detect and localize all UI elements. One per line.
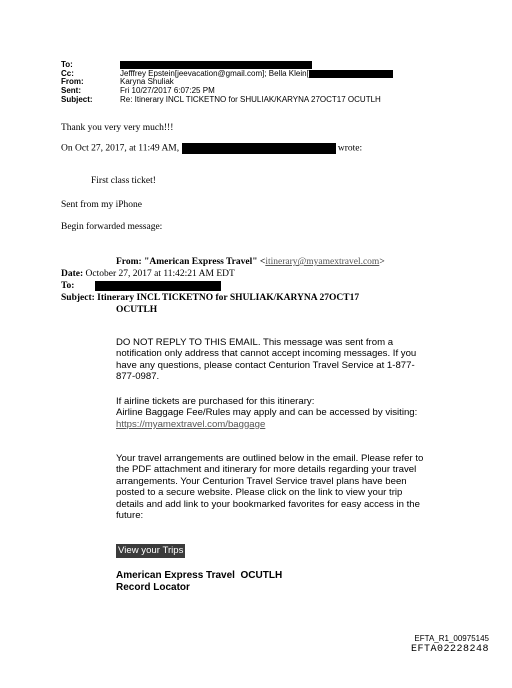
- signature-locator: Record Locator: [116, 582, 190, 593]
- fwd-subject-line2: OCUTLH: [116, 305, 158, 315]
- sent-value: Fri 10/27/2017 6:07:25 PM: [120, 86, 215, 96]
- to-label: To:: [61, 60, 73, 69]
- fwd-date-line: [61, 269, 235, 279]
- cc-value: Jefffrey Epstein[jeevacation@gmail.com]; Bella Klein[: [120, 68, 309, 78]
- signature-name: American Express Travel: [116, 570, 235, 581]
- begin-forwarded-line: Begin forwarded message:: [61, 222, 163, 232]
- fwd-from-label: From:: [116, 257, 142, 267]
- notice-text: DO NOT REPLY TO THIS EMAIL. This message was sent from a notification only address that cannot accept incoming messages. If you have any questions, please contact Centurion Travel Service at 1-877-877-0987.: [116, 337, 417, 383]
- notice-paragraph: [116, 337, 426, 383]
- redaction-bar: [120, 61, 312, 69]
- fwd-to-line: [61, 281, 221, 291]
- sent-from-line: Sent from my iPhone: [61, 200, 143, 210]
- quote-suffix: wrote:: [337, 143, 363, 154]
- thanks-line: Thank you very very much!!!: [61, 123, 174, 133]
- bates-ref-1: EFTA_R1_00975145: [414, 634, 489, 643]
- fwd-from-email-link[interactable]: itinerary@myamextravel.com: [265, 257, 380, 267]
- redaction-bar: [182, 143, 336, 154]
- bates-ref-2: EFTA02228248: [410, 644, 489, 655]
- arrangements-text: Your travel arrangements are outlined below in the email. Please refer to the PDF attachment and itinerary for more details regarding your travel arrangements. Your Centurion Travel Service travel plans have been posted to a secure website. Please click on the link to view your trip details and add link to your bookmarked favorites for easy access in the future:: [116, 453, 424, 522]
- fwd-from-close: >: [379, 257, 385, 267]
- fwd-subject-label: Subject:: [61, 293, 95, 303]
- fwd-to-label: To:: [61, 281, 75, 292]
- fwd-subject-line1: Itinerary INCL TICKETNO for SHULIAK/KARYNA 27OCT17: [97, 293, 360, 303]
- quote-prefix: On Oct 27, 2017, at 11:49 AM,: [61, 143, 180, 154]
- signature-block: [116, 570, 282, 594]
- cc-label: Cc:: [61, 68, 74, 78]
- redaction-bar: [309, 70, 393, 78]
- redaction-bar: [95, 281, 221, 291]
- signature-line1: [116, 570, 282, 582]
- view-trips-button[interactable]: View your Trips: [118, 545, 184, 556]
- subject-label: Subject:: [61, 94, 93, 104]
- fwd-date-value: October 27, 2017 at 11:42:21 AM EDT: [85, 269, 235, 279]
- from-value: Karyna Shuliak: [120, 77, 174, 87]
- email-header: [61, 61, 461, 105]
- fwd-date-label: Date:: [61, 269, 84, 279]
- signature-code: OCUTLH: [240, 570, 283, 581]
- fwd-subject-line: [61, 293, 359, 303]
- fwd-from-value: "American Express Travel" <: [144, 257, 266, 267]
- from-label: From:: [61, 77, 84, 87]
- fwd-from-line: [116, 257, 385, 267]
- first-class-line: First class ticket!: [91, 176, 156, 186]
- quote-line: [61, 143, 362, 154]
- baggage-line1: If airline tickets are purchased for this itinerary:: [116, 396, 315, 407]
- subject-value: Re: Itinerary INCL TICKETNO for SHULIAK/KARYNA 27OCT17 OCUTLH: [120, 94, 381, 104]
- header-subject-row: [61, 96, 461, 105]
- baggage-link[interactable]: https://myamextravel.com/baggage: [116, 418, 266, 430]
- baggage-paragraph: [116, 396, 426, 430]
- sent-label: Sent:: [61, 86, 81, 96]
- baggage-line2: Airline Baggage Fee/Rules may apply and can be accessed by visiting:: [116, 407, 418, 419]
- arrangements-paragraph: [116, 453, 426, 521]
